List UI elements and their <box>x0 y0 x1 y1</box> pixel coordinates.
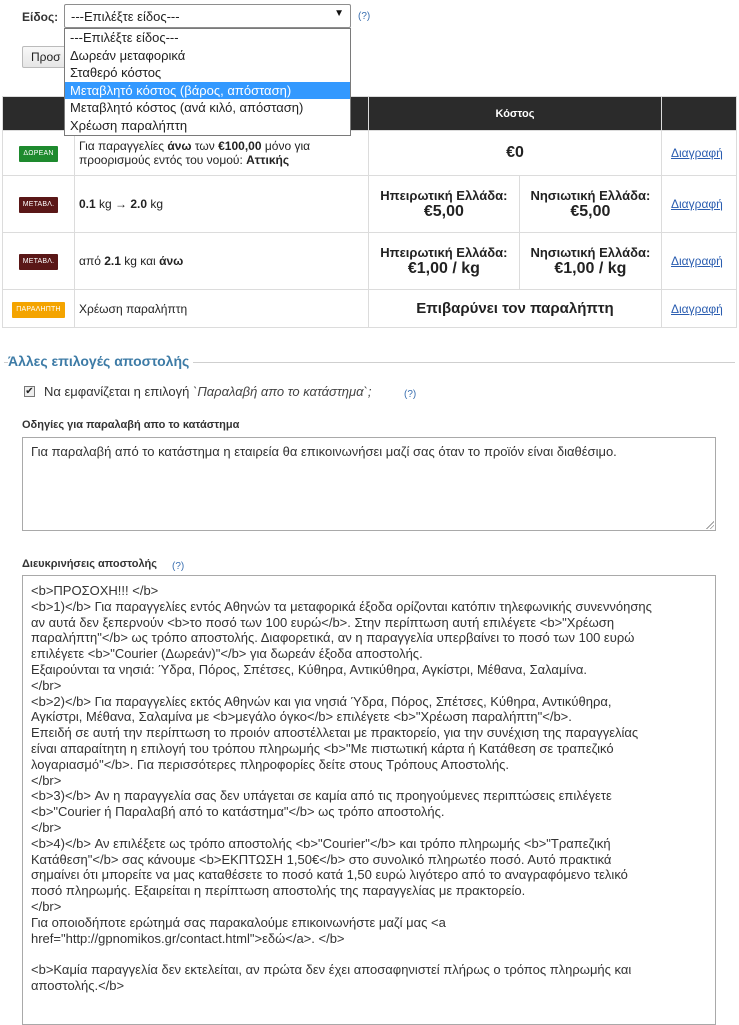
cost-cell <box>369 290 662 328</box>
type-select-value: ---Επιλέξτε είδος--- <box>71 9 180 24</box>
desc-text: Χρέωση παραλήπτη <box>79 301 188 316</box>
desc-text: kg → <box>95 197 131 211</box>
pickup-instructions-textarea[interactable] <box>22 437 716 531</box>
table-row <box>3 176 737 233</box>
type-option-highlighted[interactable]: Μεταβλητό κόστος (βάρος, απόσταση) <box>65 82 350 100</box>
type-select[interactable] <box>64 4 351 28</box>
desc-text: 0.1 <box>79 197 96 211</box>
pickup-help-link[interactable]: (?) <box>404 389 417 400</box>
delete-cell <box>662 131 737 176</box>
cost-value: Επιβαρύνει τον παραλήπτη <box>416 300 614 317</box>
pickup-checkbox[interactable]: ✔ <box>25 386 34 397</box>
row-description <box>75 233 369 290</box>
type-option[interactable]: Μεταβλητό κόστος (ανά κιλό, απόσταση) <box>70 100 304 116</box>
desc-text: €100,00 <box>218 139 262 153</box>
recipient-charge-badge: ΠΑΡΑΛΗΠΤΗ <box>12 302 64 318</box>
delete-link[interactable]: Διαγραφή <box>671 254 723 268</box>
desc-text: Για παραγγελίες <box>79 139 168 153</box>
resize-handle-icon[interactable] <box>706 521 714 529</box>
desc-text: 2.0 <box>130 197 148 211</box>
island-label: Νησιωτική Ελλάδα: <box>530 187 651 203</box>
cost-cell <box>369 131 662 176</box>
mainland-label: Ηπειρωτική Ελλάδα: <box>380 187 508 203</box>
type-label: Είδος: <box>22 10 59 24</box>
pickup-instructions-text: Για παραλαβή από το κατάστημα η εταιρεία θα επικοινωνήσει μαζί σας όταν το προϊόν είναι διαθέσιμο. <box>31 444 617 459</box>
type-option[interactable]: Σταθερό κόστος <box>70 65 162 81</box>
shipping-clarifications-textarea[interactable]: <b>ΠΡΟΣΟΧΗ!!! </b> <b>1)</b> Για παραγγελίες εντός Αθηνών τα μεταφορικά έξοδα ορίζονται κατόπιν τηλεφωνικής συνεννόησης αν αυτά δεν ξεπερνούν <b>το ποσό των 100 ευρώ</b>. Στην περίπτωση αυτή επιλέγετε <b>"Χρέωση παραλήπτη"</b> ως τρόπο αποστολής. Διαφορετικά, αν η παραγγελία υπερβαίνει το ποσό των 100 ευρώ επιλέγετε <b>"Courier (Δωρεάν)"</b> για δωρεάν έξοδα αποστολής. Εξαιρούνται τα νησιά: Ύδρα, Πόρος, Σπέτσες, Κύθηρα, Αντικύθηρα, Αγκίστρι, Μέθανα, Σαλαμίνα. </br> <b>2)</b> Για παραγγελίες εκτός Αθηνών και για νησιά Ύδρα, Πόρος, Σπέτσες, Κύθηρα, Αντικύθηρα, Αγκίστρι, Μέθανα, Σαλαμίνα με <b>μεγάλο όγκο</b> επιλέγετε <b>"Χρέωση παραλήπτη"</b>. Επειδή σε αυτή την περίπτωση το προιόν αποστέλλεται με πρακτορείο, για την συνέχιση της παραγγελίας είναι απαραίτητη η επιλογή του τρόπου πληρωμής <b>"Με πιστωτική κάρτα ή Κατάθεση σε τραπεζικό λογαριασμό"</b>. Για περισσότερες πληροφορίες δείτε στους Τρόπους Αποστολής. </br> <b>3)</b> Αν η παραγγελία σας δεν υπάγεται σε καμία από τις προηγούμενες περιπτώσεις επιλέγετε <b>"Courier ή Παραλαβή από το κατάστημα"</b> ως τρόπο αποστολής. </br> <b>4)</b> Αν επιλέξετε ως τρόπο αποστολής <b>"Courier"</b> και τρόπο πληρωμής <b>"Τραπεζική Κατάθεση"</b> σας κάνουμε <b>ΕΚΠΤΩΣΗ 1,50€</b> στο συνολικό πληρωτέο ποσό. Αυτό πρακτικά σημαίνει ότι μπορείτε να μας καταθέσετε το ποσό κατά 1,50 ευρώ λιγότερο από το αναγραφόμενο τελικό ποσό πληρωμής. Εξαιρείται η περίπτωση αποστολής της παραγγελίας με πρακτορείο. </br> Για οποιοδήποτε ερώτημά σας παρακαλούμε επικοινωνήστε μαζί μας <a href="http://gpnomikos.gr/contact.html">εδώ</a>. </b> <b>Καμία παραγγελία δεν εκτελείται, αν πρώτα δεν έχει αποσαφηνιστεί πλήρως ο τρόπος πληρωμής και αποστολής.</b> <box>22 575 716 1025</box>
mainland-value: €1,00 / kg <box>407 259 480 277</box>
badge-cell <box>3 233 75 290</box>
pickup-instructions-label: Οδηγίες για παραλαβή απο το κατάστημα <box>22 419 240 431</box>
delete-cell <box>662 233 737 290</box>
pickup-label-prefix: Να εμφανίζεται η επιλογή <box>44 384 193 399</box>
type-option[interactable]: ---Επιλέξτε είδος--- <box>70 30 179 45</box>
mainland-label: Ηπειρωτική Ελλάδα: <box>380 244 508 260</box>
delete-cell <box>662 176 737 233</box>
pickup-checkbox-label <box>44 384 371 399</box>
header-cell-cost: Κόστος <box>369 97 662 131</box>
mainland-value: €5,00 <box>423 202 464 220</box>
desc-text: kg <box>147 197 164 211</box>
type-option[interactable]: Χρέωση παραλήπτη <box>70 117 188 133</box>
island-cost-cell <box>519 233 661 290</box>
free-shipping-badge: ΔΩΡΕΑΝ <box>19 146 57 162</box>
table-row <box>3 131 737 176</box>
chevron-down-icon[interactable]: ▼ <box>334 8 344 19</box>
mainland-cost-cell <box>369 176 520 233</box>
table-row <box>3 290 737 328</box>
clarifications-help-link[interactable]: (?) <box>172 561 185 572</box>
other-options-legend: Άλλες επιλογές αποστολής <box>8 353 193 369</box>
badge-cell <box>3 176 75 233</box>
row-description <box>75 290 369 328</box>
desc-text: Αττικής <box>246 153 290 167</box>
row-description <box>75 131 369 176</box>
header-cell-actions <box>662 97 737 131</box>
pickup-label-option: `Παραλαβή απο το κατάστημα`; <box>193 384 372 399</box>
type-dropdown-list[interactable] <box>64 28 351 136</box>
island-cost-cell <box>519 176 661 233</box>
island-label: Νησιωτική Ελλάδα: <box>530 244 651 260</box>
desc-text: μόνο για προορισμούς εντός του νομού: <box>79 139 311 167</box>
desc-text: των <box>191 139 219 153</box>
desc-text: άνω <box>159 254 184 268</box>
cost-value: €0 <box>506 144 524 161</box>
desc-text: 2.1 <box>104 254 121 268</box>
variable-cost-badge: ΜΕΤΑΒΛ. <box>19 254 59 270</box>
add-button[interactable]: Προσ <box>22 46 72 68</box>
desc-text: από <box>79 254 105 268</box>
delete-link[interactable]: Διαγραφή <box>671 301 723 316</box>
table-row <box>3 233 737 290</box>
row-description <box>75 176 369 233</box>
badge-cell <box>3 290 75 328</box>
type-option[interactable]: Δωρεάν μεταφορικά <box>70 47 186 63</box>
mainland-cost-cell <box>369 233 520 290</box>
island-value: €1,00 / kg <box>554 259 627 277</box>
shipping-clarifications-label: Διευκρινήσεις αποστολής <box>22 558 157 570</box>
badge-cell <box>3 131 75 176</box>
desc-text: kg και <box>120 254 160 268</box>
variable-cost-badge: ΜΕΤΑΒΛ. <box>19 197 59 213</box>
type-help-link[interactable]: (?) <box>358 11 371 22</box>
delete-link[interactable]: Διαγραφή <box>671 197 723 211</box>
desc-text: άνω <box>167 139 192 153</box>
delete-link[interactable]: Διαγραφή <box>671 146 723 160</box>
delete-cell <box>662 290 737 328</box>
island-value: €5,00 <box>570 202 611 220</box>
